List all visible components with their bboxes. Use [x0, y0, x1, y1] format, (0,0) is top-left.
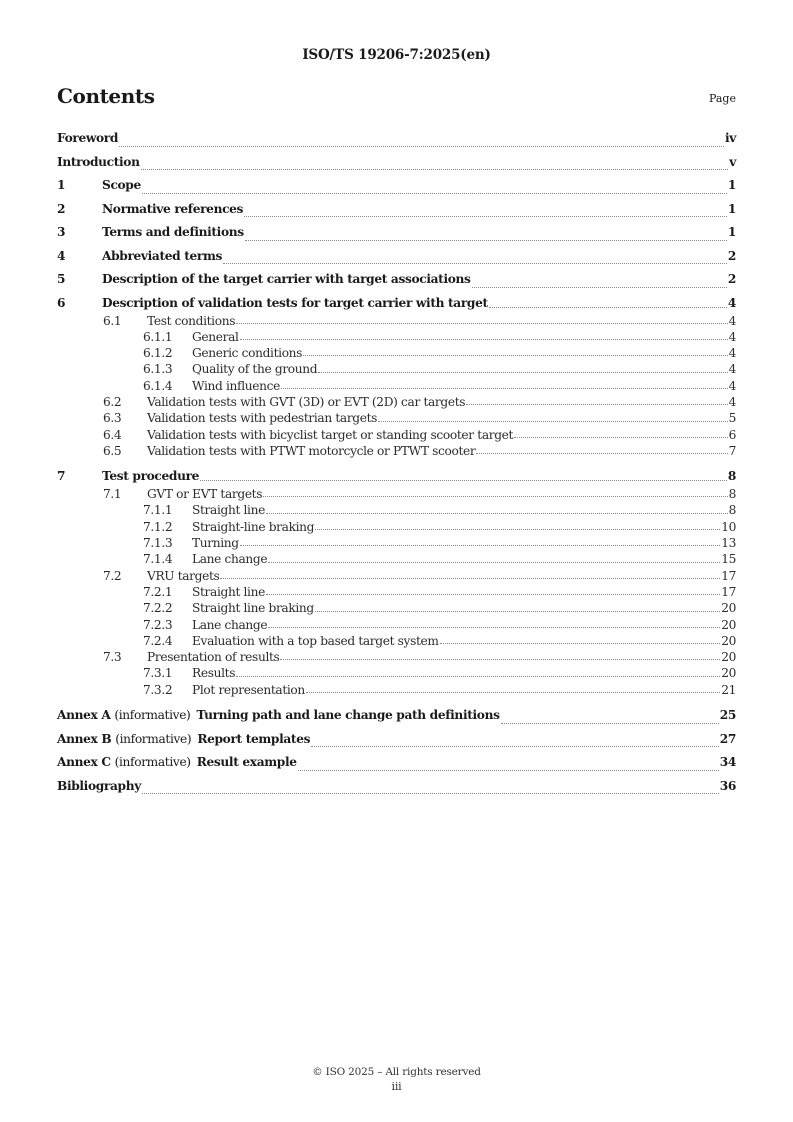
dot-leader — [141, 168, 729, 170]
dot-leader — [263, 495, 727, 497]
toc-entry-page: 20 — [721, 601, 736, 616]
toc-entry-7-1[interactable] — [57, 486, 736, 502]
dot-leader — [315, 610, 720, 612]
page-footer — [0, 1066, 793, 1093]
toc-entry-page: 13 — [721, 536, 736, 551]
toc-entry-page: 17 — [721, 568, 736, 583]
dot-leader — [318, 371, 727, 373]
toc-entry-6-3[interactable] — [57, 410, 736, 426]
toc-entry-number: 3 — [57, 225, 66, 239]
toc-entry-title: Report templates — [197, 731, 311, 746]
toc-entry-number: 6.1.2 — [143, 346, 173, 361]
toc-entry-page: 4 — [727, 295, 736, 310]
toc-entry-page: 20 — [721, 617, 736, 632]
toc-entry-title: Scope — [102, 178, 141, 192]
toc-entry-page: 1 — [727, 178, 736, 192]
dot-leader — [266, 593, 720, 595]
toc-entry-title: Test conditions — [147, 313, 236, 328]
contents-heading — [57, 84, 736, 114]
toc-entry-page: 8 — [728, 487, 736, 502]
toc-entry-title: Results — [192, 666, 236, 681]
toc-entry-title: Lane change — [192, 552, 268, 567]
toc-entry-bibliography[interactable] — [57, 776, 736, 800]
toc-entry-page: 7 — [728, 443, 736, 458]
toc-entry-number: 6.1 — [103, 313, 122, 328]
dot-leader — [119, 145, 724, 147]
toc-entry-6-1-4[interactable] — [57, 378, 736, 394]
toc-entry-page: 20 — [721, 666, 736, 681]
toc-entry-number: 7.1 — [103, 487, 122, 502]
annex-label: Annex A — [57, 708, 111, 723]
toc-entry-title: Description of validation tests for target carrier with target — [102, 295, 488, 310]
toc-entry-6-1-1[interactable] — [57, 329, 736, 345]
toc-entry-number: 7.3 — [103, 650, 122, 665]
toc-entry-6-2[interactable] — [57, 394, 736, 410]
toc-entry-title: Introduction — [57, 154, 140, 169]
toc-entry-number: 2 — [57, 201, 66, 216]
toc-entry-7-2[interactable] — [57, 568, 736, 584]
toc-entry-5[interactable] — [57, 269, 736, 293]
toc-entry-title: Evaluation with a top based target system — [192, 633, 439, 648]
toc-entry-number: 7.3.1 — [143, 666, 173, 681]
toc-entry-page: 34 — [719, 755, 736, 770]
toc-entry-page: v — [729, 154, 736, 169]
toc-entry-title: Validation tests with GVT (3D) or EVT (2D) car targets — [147, 394, 466, 409]
toc-entry-number: 6.2 — [103, 394, 122, 409]
toc-entry-page: 8 — [727, 469, 736, 484]
toc-entry-number: 6.3 — [103, 411, 122, 426]
toc-entry-title: General — [192, 329, 239, 344]
dot-leader — [489, 306, 727, 308]
toc-entry-page: 25 — [719, 708, 736, 723]
toc-entry-number: 7.2.2 — [143, 601, 173, 616]
toc-entry-number: 7.2.3 — [143, 617, 173, 632]
toc-entry-annex-a[interactable] — [57, 705, 736, 729]
toc-entry-title: Straight line braking — [192, 601, 314, 616]
toc-entry-annex-b[interactable] — [57, 729, 736, 753]
toc-entry-page: 1 — [727, 225, 736, 239]
dot-leader — [514, 436, 728, 438]
toc-entry-title: Validation tests with PTWT motorcycle or PTWT scooter — [147, 443, 476, 458]
toc-entry-title: Terms and definitions — [102, 225, 244, 239]
toc-entry-4[interactable] — [57, 246, 736, 270]
contents-title: Contents — [57, 84, 155, 108]
document-id-header: ISO/TS 19206-7:2025(en) — [302, 47, 491, 63]
toc-entry-7[interactable] — [57, 466, 736, 486]
toc-entry-6[interactable] — [57, 293, 736, 313]
toc-entry-7-1-4[interactable] — [57, 551, 736, 567]
dot-leader — [268, 626, 720, 628]
toc-entry-title: Wind influence — [192, 378, 280, 393]
dot-leader — [298, 769, 719, 771]
toc-entry-page: 4 — [728, 329, 736, 344]
dot-leader — [280, 658, 720, 660]
toc-entry-7-2-2[interactable] — [57, 600, 736, 616]
toc-entry-title: GVT or EVT targets — [147, 487, 263, 502]
toc-entry-page: 5 — [728, 411, 736, 426]
toc-entry-number: 7.1.1 — [143, 503, 173, 518]
dot-leader — [501, 722, 719, 724]
toc-entry-page: 20 — [721, 633, 736, 648]
toc-entry-number: 6.5 — [103, 443, 122, 458]
annex-type: (informative) — [114, 708, 191, 723]
dot-leader — [245, 239, 727, 241]
dot-leader — [306, 691, 720, 693]
dot-leader — [236, 675, 720, 677]
toc-entry-number: 5 — [57, 272, 66, 286]
dot-leader — [472, 286, 727, 288]
toc-entry-title: Result example — [196, 755, 297, 770]
toc-entry-page: 2 — [727, 272, 736, 286]
dot-leader — [220, 577, 720, 579]
dot-leader — [244, 215, 727, 217]
annex-type: (informative) — [115, 731, 192, 746]
toc-entry-3[interactable] — [57, 222, 736, 246]
toc-entry-title: Generic conditions — [192, 346, 303, 361]
toc-entry-7-1-2[interactable] — [57, 519, 736, 535]
dot-leader — [142, 192, 727, 194]
table-of-contents — [57, 128, 736, 799]
toc-entry-title: Straight line — [192, 584, 265, 599]
toc-entry-6-1[interactable] — [57, 313, 736, 329]
toc-entry-number: 7.1.4 — [143, 552, 173, 567]
dot-leader — [303, 354, 728, 356]
toc-entry-7-1-1[interactable] — [57, 502, 736, 518]
toc-entry-7-3-2[interactable] — [57, 682, 736, 698]
toc-entry-title: VRU targets — [147, 568, 220, 583]
dot-leader — [476, 452, 727, 454]
toc-entry-number: 6.1.3 — [143, 362, 173, 377]
toc-entry-title: Abbreviated terms — [102, 248, 223, 263]
toc-entry-annex-c[interactable] — [57, 752, 736, 776]
page-number: iii — [391, 1080, 402, 1093]
dot-leader — [268, 561, 720, 563]
toc-entry-page: 8 — [728, 503, 736, 518]
toc-entry-page: 17 — [721, 584, 736, 599]
dot-leader — [315, 528, 720, 530]
toc-entry-title: Test procedure — [102, 469, 200, 484]
toc-entry-title: Straight-line braking — [192, 519, 315, 534]
toc-entry-number: 6.1.4 — [143, 378, 173, 393]
dot-leader — [440, 642, 721, 644]
toc-entry-page: 27 — [719, 731, 736, 746]
toc-entry-number: 6 — [57, 295, 66, 310]
toc-entry-number: 4 — [57, 248, 66, 263]
dot-leader — [240, 544, 720, 546]
annex-type: (informative) — [114, 755, 191, 770]
toc-entry-6-1-3[interactable] — [57, 361, 736, 377]
toc-entry-page: 20 — [721, 650, 736, 665]
toc-entry-title: Lane change — [192, 617, 268, 632]
toc-entry-7-2-1[interactable] — [57, 584, 736, 600]
annex-label: Annex C — [57, 755, 111, 770]
toc-entry-number: 7.2.1 — [143, 584, 173, 599]
dot-leader — [311, 745, 719, 747]
dot-leader — [142, 792, 719, 794]
toc-entry-title: Straight line — [192, 503, 265, 518]
toc-entry-7-2-3[interactable] — [57, 617, 736, 633]
toc-entry-6-5[interactable] — [57, 443, 736, 459]
toc-entry-title: Bibliography — [57, 778, 141, 793]
toc-entry-title: Validation tests with bicyclist target or standing scooter target — [147, 427, 514, 442]
dot-leader — [236, 322, 727, 324]
dot-leader — [281, 387, 728, 389]
toc-entry-page: 4 — [728, 378, 736, 393]
toc-entry-title: Foreword — [57, 131, 119, 145]
toc-entry-page: 10 — [721, 519, 736, 534]
toc-entry-title: Description of the target carrier with target associations — [102, 272, 471, 286]
copyright-notice: © ISO 2025 – All rights reserved — [312, 1066, 481, 1078]
toc-entry-1[interactable] — [57, 175, 736, 199]
toc-entry-page: 6 — [728, 427, 736, 442]
toc-entry-page: 21 — [721, 682, 736, 697]
toc-entry-title: Plot representation — [192, 682, 305, 697]
dot-leader — [200, 479, 727, 481]
dot-leader — [378, 420, 728, 422]
toc-entry-page: 4 — [728, 394, 736, 409]
toc-entry-title: Validation tests with pedestrian targets — [147, 411, 378, 426]
page-column-label: Page — [708, 92, 736, 105]
toc-entry-number: 6.1.1 — [143, 329, 173, 344]
toc-entry-page: 4 — [728, 362, 736, 377]
dot-leader — [223, 262, 727, 264]
toc-entry-number: 7.3.2 — [143, 682, 173, 697]
toc-entry-number: 7.2 — [103, 568, 122, 583]
toc-entry-number: 7 — [57, 469, 66, 484]
toc-entry-page: iv — [724, 131, 736, 145]
toc-entry-title: Quality of the ground — [192, 362, 318, 377]
toc-entry-7-2-4[interactable] — [57, 633, 736, 649]
toc-entry-title: Normative references — [102, 201, 244, 216]
dot-leader — [466, 403, 727, 405]
toc-entry-page: 36 — [719, 778, 736, 793]
toc-entry-page: 4 — [728, 313, 736, 328]
toc-entry-number: 6.4 — [103, 427, 122, 442]
toc-entry-7-3-1[interactable] — [57, 665, 736, 681]
toc-entry-title: Presentation of results — [147, 650, 280, 665]
toc-entry-number: 7.1.2 — [143, 519, 173, 534]
toc-entry-title: Turning — [192, 536, 239, 551]
toc-entry-title: Turning path and lane change path definitions — [196, 708, 500, 723]
toc-entry-page: 1 — [727, 201, 736, 216]
toc-entry-2[interactable] — [57, 199, 736, 223]
toc-entry-page: 4 — [728, 346, 736, 361]
toc-entry-page: 2 — [727, 248, 736, 263]
toc-entry-number: 7.2.4 — [143, 633, 173, 648]
dot-leader — [266, 512, 728, 514]
toc-entry-introduction[interactable] — [57, 152, 736, 176]
toc-entry-number: 7.1.3 — [143, 536, 173, 551]
toc-entry-number: 1 — [57, 178, 66, 192]
toc-entry-page: 15 — [721, 552, 736, 567]
toc-entry-foreword[interactable] — [57, 128, 736, 152]
toc-entry-6-4[interactable] — [57, 427, 736, 443]
toc-entry-7-1-3[interactable] — [57, 535, 736, 551]
annex-label: Annex B — [57, 731, 112, 746]
toc-entry-7-3[interactable] — [57, 649, 736, 665]
dot-leader — [240, 338, 728, 340]
toc-entry-6-1-2[interactable] — [57, 345, 736, 361]
